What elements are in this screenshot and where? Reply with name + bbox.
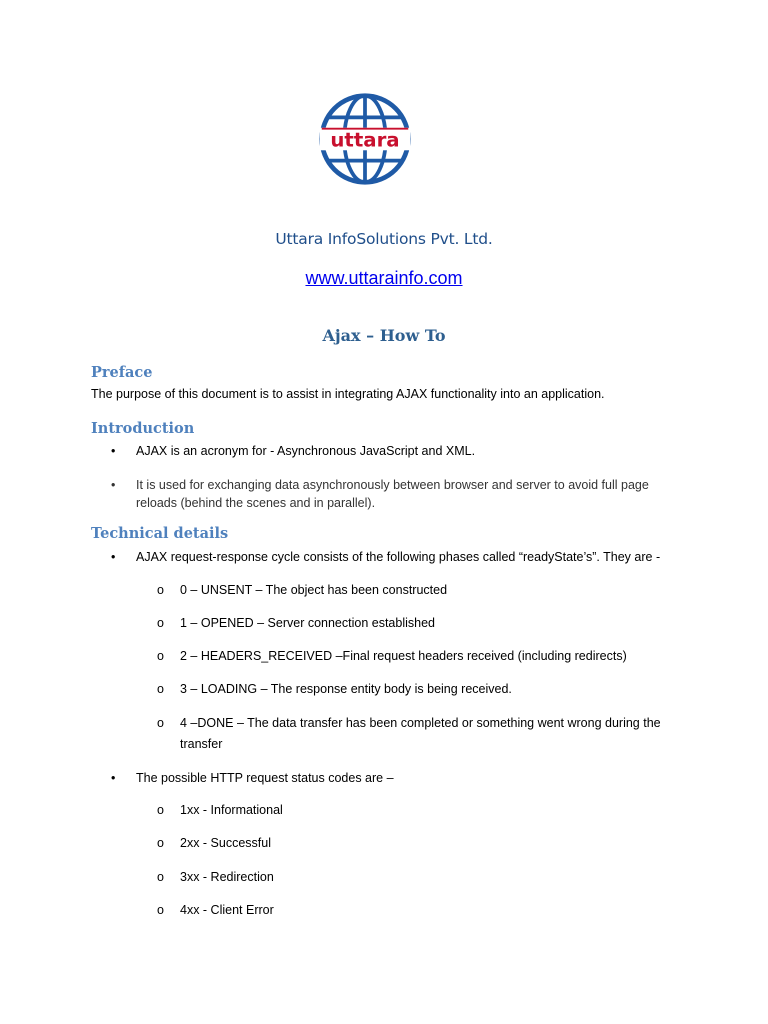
sub-bullet-icon: o [157, 836, 164, 850]
bullet-icon: • [111, 771, 116, 785]
bullet-icon: • [111, 444, 116, 458]
sub-bullet-icon: o [157, 716, 164, 730]
sub-bullet-icon: o [157, 682, 164, 696]
logo-text: uttara [330, 128, 400, 152]
sub-bullet-icon: o [157, 903, 164, 917]
status-code-item: 3xx - Redirection [180, 870, 274, 884]
technical-bullet-1: AJAX request-response cycle consists of the following phases called “readyState’s”. They are - [136, 550, 661, 564]
globe-logo-icon [318, 92, 412, 186]
technical-bullet-2: The possible HTTP request status codes are – [136, 771, 394, 785]
state-item: 2 – HEADERS_RECEIVED –Final request headers received (including redirects) [180, 649, 627, 663]
status-code-item: 1xx - Informational [180, 803, 283, 817]
intro-bullet-1: AJAX is an acronym for - Asynchronous JavaScript and XML. [136, 444, 476, 458]
sub-bullet-icon: o [157, 870, 164, 884]
state-item: 3 – LOADING – The response entity body is being received. [180, 682, 512, 696]
sub-bullet-icon: o [157, 649, 164, 663]
preface-heading: Preface [91, 364, 153, 381]
preface-text: The purpose of this document is to assist in integrating AJAX functionality into an application. [91, 387, 605, 401]
website-link[interactable]: www.uttarainfo.com [305, 268, 463, 288]
state-item: 1 – OPENED – Server connection established [180, 616, 435, 630]
introduction-heading: Introduction [91, 420, 195, 437]
bullet-icon: • [111, 478, 116, 492]
sub-bullet-icon: o [157, 583, 164, 597]
company-name: Uttara InfoSolutions Pvt. Ltd. [275, 230, 493, 248]
status-code-item: 2xx - Successful [180, 836, 272, 850]
sub-bullet-icon: o [157, 616, 164, 630]
bullet-icon: • [111, 550, 116, 564]
document-title: Ajax – How To [322, 326, 446, 345]
state-item: 4 –DONE – The data transfer has been completed or something went wrong during the transfer [180, 716, 661, 751]
status-code-item: 4xx - Client Error [180, 903, 274, 917]
sub-bullet-icon: o [157, 803, 164, 817]
intro-bullet-2: It is used for exchanging data asynchronously between browser and server to avoid full page reloads (behind the scenes and in parallel). [136, 478, 649, 510]
state-item: 0 – UNSENT – The object has been constructed [180, 583, 448, 597]
technical-heading: Technical details [91, 525, 229, 542]
